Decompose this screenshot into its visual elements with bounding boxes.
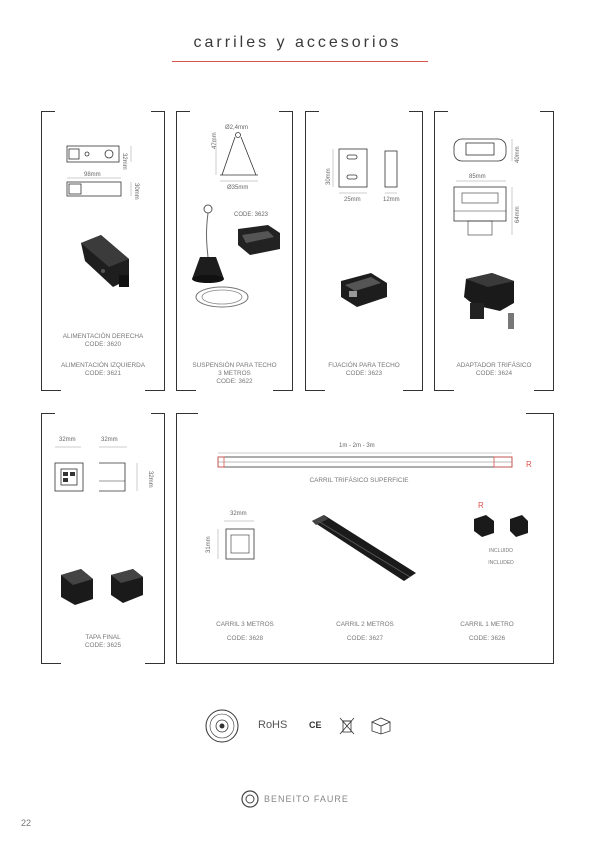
rail-length: 1m - 2m - 3m bbox=[339, 443, 375, 449]
connector-photos bbox=[466, 509, 546, 549]
fijacion-drawing bbox=[305, 141, 423, 221]
r-mark: R bbox=[526, 460, 532, 469]
card-adaptador bbox=[434, 111, 554, 391]
label-code: CODE: 3624 bbox=[475, 370, 513, 377]
dim-length: 85mm bbox=[469, 174, 486, 180]
item-name: CARRIL 1 METRO bbox=[460, 621, 514, 628]
rail-title: CARRIL TRIFÁSICO SUPERFICIE bbox=[309, 477, 409, 484]
weee-bin-icon bbox=[339, 717, 355, 735]
profile-width: 32mm bbox=[230, 511, 247, 517]
adaptador-drawing bbox=[434, 131, 554, 241]
suspension-drawing bbox=[176, 129, 293, 209]
brand-name: BENEITO FAURE bbox=[264, 794, 349, 804]
label-code: CODE: 3625 bbox=[84, 642, 122, 649]
included-label: INCLUDED bbox=[488, 560, 514, 566]
item-name: CARRIL 2 METROS bbox=[336, 621, 394, 628]
dim-height: 32mm bbox=[147, 471, 153, 488]
dim-height: 40mm bbox=[515, 146, 521, 163]
label-code: CODE: 3623 bbox=[345, 370, 383, 377]
card-alimentacion bbox=[41, 111, 165, 391]
profile-drawing bbox=[204, 515, 284, 575]
label-name: ADAPTADOR TRIFÁSICO bbox=[456, 362, 532, 369]
label-code: CODE: 3621 bbox=[84, 370, 122, 377]
label-name: TAPA FINAL bbox=[85, 634, 121, 641]
dim-width-b: 32mm bbox=[101, 437, 118, 443]
card-suspension bbox=[176, 111, 293, 391]
suspension-photo bbox=[176, 199, 293, 314]
incluido-label: INCLUIDO bbox=[489, 548, 513, 554]
ce-mark: CE bbox=[309, 720, 322, 730]
card-fijacion bbox=[305, 111, 423, 391]
fijacion-photo bbox=[305, 265, 423, 325]
inner-code: CODE: 3623 bbox=[234, 212, 269, 218]
profile-height: 31mm bbox=[206, 536, 212, 553]
tapa-photo bbox=[41, 559, 165, 619]
dim-length: 98mm bbox=[84, 172, 101, 178]
dim-total: 64mm bbox=[515, 206, 521, 223]
item-name: CARRIL 3 METROS bbox=[216, 621, 274, 628]
package-box-icon bbox=[370, 715, 392, 735]
item-code: CODE: 3626 bbox=[468, 635, 506, 642]
label-name: ALIMENTACIÓN DERECHA bbox=[62, 333, 144, 340]
adaptador-photo bbox=[434, 263, 554, 343]
dim-height: 30mm bbox=[326, 168, 332, 185]
dim-wire: Ø2,4mm bbox=[225, 125, 249, 131]
dim-height: 32mm bbox=[121, 153, 127, 170]
rail-panel bbox=[176, 413, 554, 664]
label-name: ALIMENTACIÓN IZQUIERDA bbox=[60, 362, 146, 369]
label-code: CODE: 3622 bbox=[216, 378, 253, 385]
dim-depth: 30mm bbox=[133, 183, 139, 200]
connector-drawing bbox=[41, 136, 165, 236]
item-code: CODE: 3628 bbox=[226, 635, 264, 642]
dim-depth: 12mm bbox=[383, 197, 400, 203]
dim-height: 47mm bbox=[212, 132, 218, 149]
dim-width-a: 32mm bbox=[59, 437, 76, 443]
page-title: carriles y accesorios bbox=[193, 34, 402, 51]
dim-width: 25mm bbox=[344, 197, 361, 203]
brand-seal-icon bbox=[205, 709, 239, 743]
dim-diameter: Ø35mm bbox=[227, 185, 249, 191]
label-name-2: 3 METROS bbox=[218, 370, 251, 377]
card-tapa bbox=[41, 413, 165, 664]
rohs-mark: RoHS bbox=[258, 719, 288, 731]
item-code: CODE: 3627 bbox=[346, 635, 384, 642]
connector-photo bbox=[41, 231, 165, 301]
label-name: FIJACIÓN PARA TECHO bbox=[328, 362, 400, 369]
rail-photo bbox=[304, 511, 424, 591]
page-number: 22 bbox=[21, 818, 32, 828]
brand-logo-icon bbox=[241, 790, 259, 808]
title-underline bbox=[172, 61, 428, 62]
label-name: SUSPENSIÓN PARA TECHO bbox=[192, 362, 277, 369]
r-mark-2: R bbox=[478, 501, 484, 510]
label-code: CODE: 3620 bbox=[84, 341, 122, 348]
